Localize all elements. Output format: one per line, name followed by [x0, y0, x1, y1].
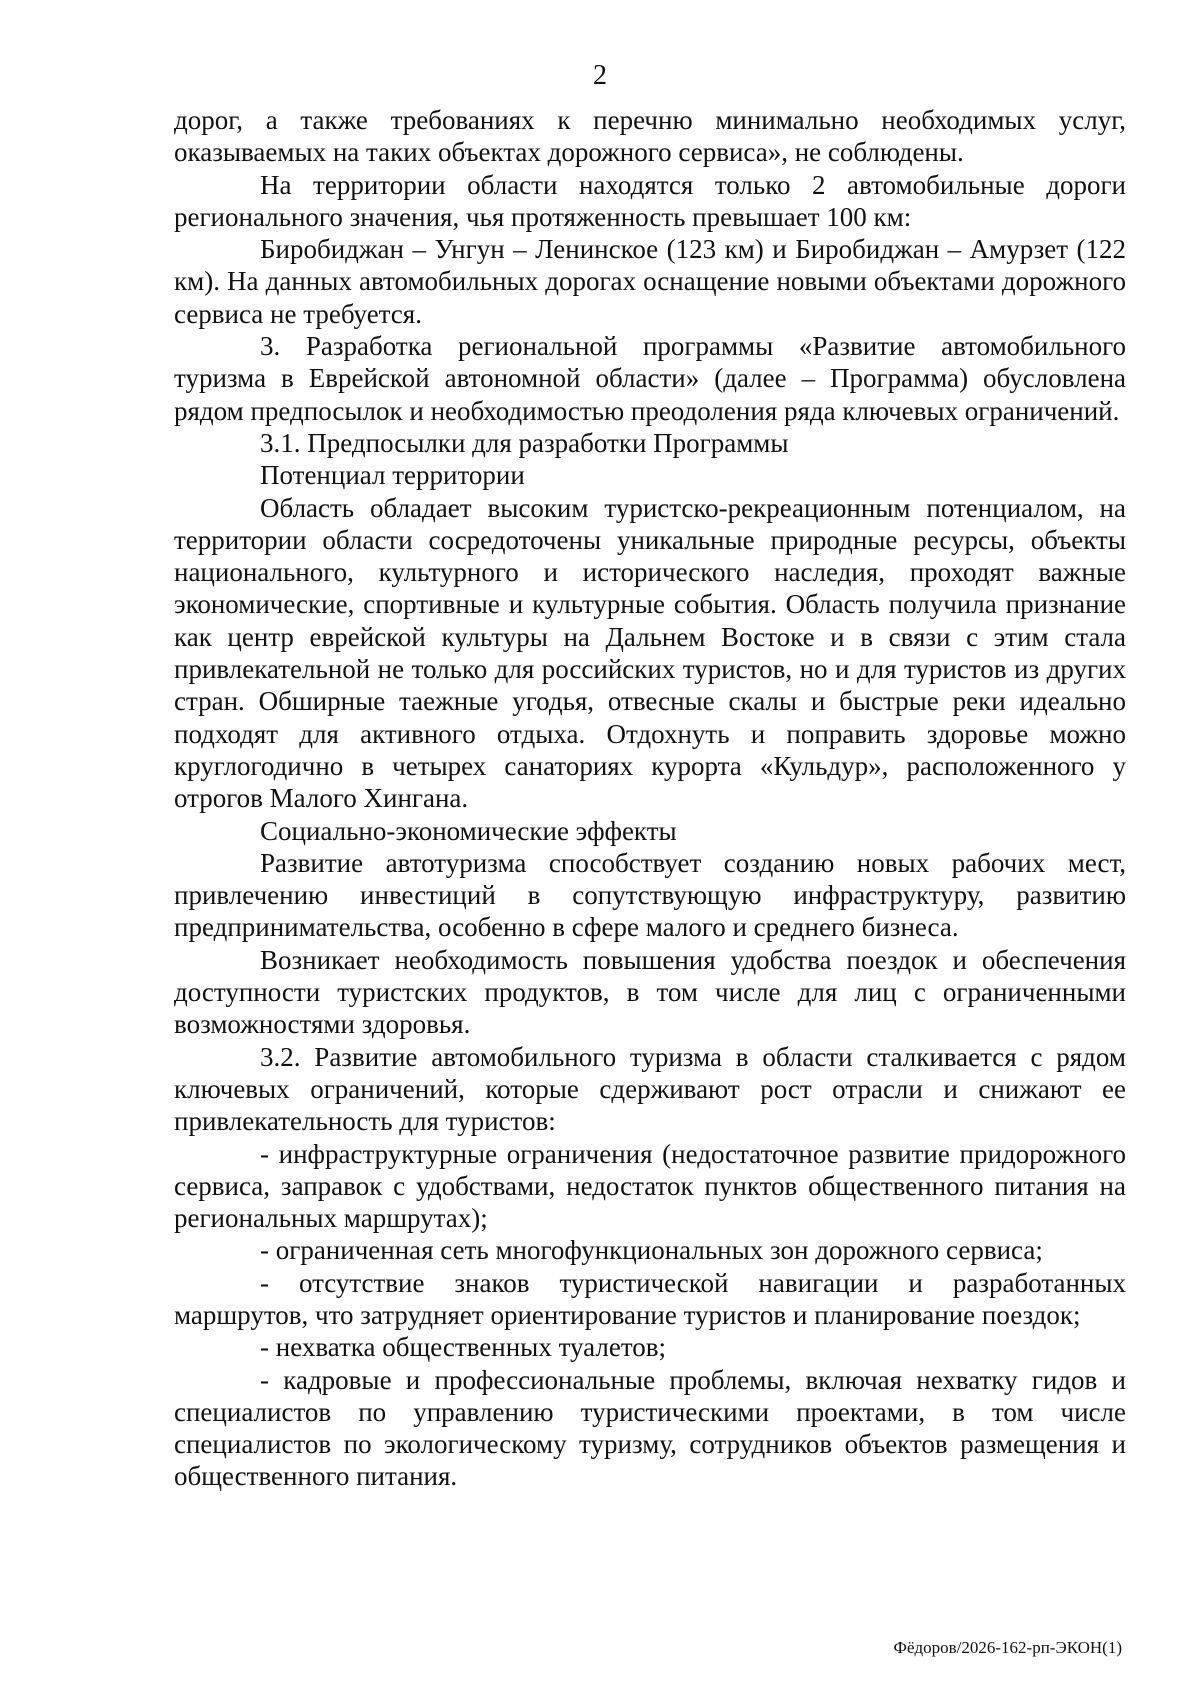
list-item-infrastructure: - инфраструктурные ограничения (недостаточное развитие придорожного сервиса, заправок с удобствами, недостаток пунктов общественного питания на региональных маршрутах); — [174, 1138, 1126, 1234]
paragraph-roads-requirements-continuation: дорог, а также требованиях к перечню минимально необходимых услуг, оказываемых на таких объектах дорожного сервиса», не соблюдены. — [174, 105, 1126, 168]
paragraph-regional-roads: На территории области находятся только 2 автомобильные дороги регионального значения, чья протяженность превышает 100 км: — [174, 169, 1126, 232]
paragraph-section-3-2: 3.2. Развитие автомобильного туризма в области сталкивается с рядом ключевых ограничений, которые сдерживают рост отрасли и снижают ее привлекательность для туристов: — [174, 1041, 1126, 1137]
list-item-navigation-signs: - отсутствие знаков туристической навигации и разработанных маршрутов, что затрудняет ориентирование туристов и планирование поездок; — [174, 1267, 1126, 1330]
paragraph-section-3: 3. Разработка региональной программы «Развитие автомобильного туризма в Еврейской автономной области» (далее – Программа) обусловлена рядом предпосылок и необходимостью преодоления ряда ключевых ограничений. — [174, 331, 1126, 426]
subheading-socio-economic-effects: Социально-экономические эффекты — [260, 815, 677, 846]
page-number: 2 — [593, 60, 607, 91]
heading-section-3-1: 3.1. Предпосылки для разработки Программы — [260, 427, 789, 458]
document-footer-code: Фёдоров/2026-162-рп-ЭКОН(1) — [893, 1638, 1122, 1657]
list-item-service-zones: - ограниченная сеть многофункциональных зон дорожного сервиса; — [260, 1235, 1043, 1266]
paragraph-territory-potential: Область обладает высоким туристско-рекреационным потенциалом, на территории области сосредоточены уникальные природные ресурсы, объекты национального, культурного и исторического наследия, проходят важные экономические, спортивные и культурные события. Область получила признание как центр еврейской культуры на Дальнем Востоке и в связи с этим стала привлекательной не только для российских туристов, но и для туристов из других стран. Обширные таежные угодья, отвесные скалы и быстрые реки идеально подходят для активного отдыха. Отдохнуть и поправить здоровье можно круглогодично в четырех санаториях курорта «Кульдур», расположенного у отрогов Малого Хингана. — [174, 492, 1126, 814]
document-body — [174, 104, 1126, 1493]
paragraph-road-list: Биробиджан – Унгун – Ленинское (123 км) и Биробиджан – Амурзет (122 км). На данных автомобильных дорогах оснащение новыми объектами дорожного сервиса не требуется. — [174, 234, 1126, 329]
list-item-staffing: - кадровые и профессиональные проблемы, включая нехватку гидов и специалистов по управлению туристическими проектами, в том числе специалистов по экологическому туризму, сотрудников объектов размещения и общественного питания. — [174, 1364, 1126, 1492]
paragraph-autotourism-development: Развитие автотуризма способствует созданию новых рабочих мест, привлечению инвестиций в сопутствующую инфраструктуру, развитию предпринимательства, особенно в сфере малого и среднего бизнеса. — [174, 847, 1126, 943]
subheading-territory-potential: Потенциал территории — [260, 460, 525, 491]
paragraph-accessibility: Возникает необходимость повышения удобства поездок и обеспечения доступности туристских продуктов, в том числе для лиц с ограниченными возможностями здоровья. — [174, 944, 1126, 1040]
list-item-public-toilets: - нехватка общественных туалетов; — [260, 1332, 667, 1363]
